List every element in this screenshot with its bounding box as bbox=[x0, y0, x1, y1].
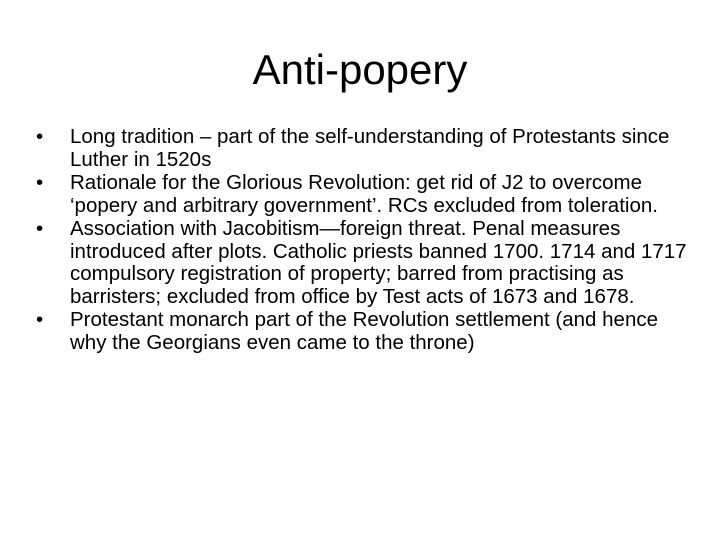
bullet-item bbox=[36, 218, 696, 308]
slide-title: Anti-popery bbox=[252, 46, 468, 93]
bullet-text: Long tradition – part of the self-understanding of Protestants since Luther in 1520s bbox=[70, 125, 670, 171]
bullet-text: Rationale for the Glorious Revolution: get rid of J2 to overcome ‘popery and arbitrary government’. RCs excluded from toleration. bbox=[70, 171, 658, 217]
bullet-marker: • bbox=[36, 171, 44, 194]
bullet-text: Association with Jacobitism—foreign threat. Penal measures introduced after plots. Catholic priests banned 1700. 1714 and 1717 compulsory registration of property; barred from practising as barristers; excluded from office by Test acts of 1673 and 1678. bbox=[70, 217, 687, 308]
bullet-list bbox=[36, 126, 696, 355]
bullet-marker: • bbox=[36, 125, 44, 148]
bullet-text: Protestant monarch part of the Revolution settlement (and hence why the Georgians even came to the throne) bbox=[70, 308, 659, 354]
bullet-item bbox=[36, 309, 696, 354]
bullet-marker: • bbox=[36, 308, 44, 331]
bullet-item bbox=[36, 172, 696, 217]
bullet-marker: • bbox=[36, 217, 44, 240]
bullet-item bbox=[36, 126, 696, 171]
